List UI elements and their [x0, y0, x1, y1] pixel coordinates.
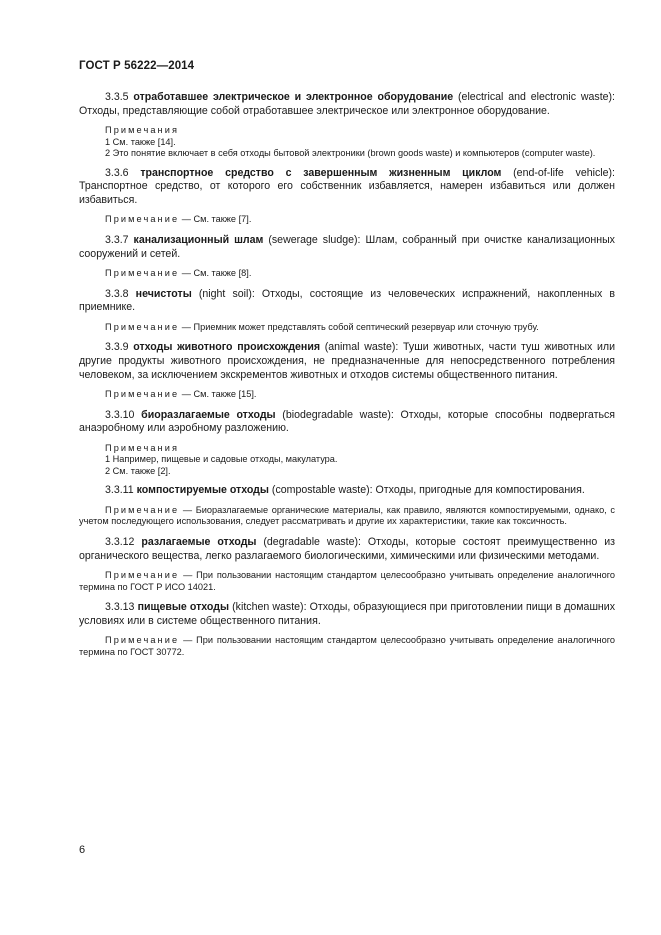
note-item: 2 См. также [2].	[105, 465, 171, 476]
term-3-3-8	[79, 288, 615, 315]
term-definition: (end-of-life vehicle): Транспортное средство, от которого его собственник избавляется, намерен избавиться или должен избавиться.	[79, 166, 615, 206]
term-name: нечистоты	[135, 287, 192, 300]
term-number: 3.3.9	[105, 341, 129, 354]
term-definition: (animal waste): Туши животных, части туш животных или другие продукты животного происхождения, не предназначенные для непосредственного потребления человеком, за исключением экскрементов животных и отходов системы общественного питания.	[79, 341, 615, 381]
term-number: 3.3.5	[105, 91, 129, 103]
notes-3-3-10	[79, 443, 615, 478]
note-label: Примечание	[105, 504, 180, 515]
term-3-3-13	[79, 601, 615, 628]
term-definition: (kitchen waste): Отходы, образующиеся при приготовлении пищи в домашних условиях или в системе общественного питания.	[79, 601, 616, 627]
note-dash: —	[183, 570, 193, 581]
term-number: 3.3.13	[105, 601, 135, 614]
term-name: пищевые отходы	[137, 601, 230, 614]
note-dash: —	[181, 214, 191, 225]
notes-label: Примечания	[105, 442, 180, 453]
note-text: См. также [7].	[193, 214, 252, 225]
term-number: 3.3.7	[105, 233, 129, 246]
note-item: 2 Это понятие включает в себя отходы бытовой электроники (brown goods waste) и компьютеров (computer waste).	[105, 148, 596, 159]
note-text: Приемник может представлять собой септический резервуар или сточную трубу.	[193, 321, 539, 332]
document-code-header: ГОСТ Р 56222—2014	[79, 60, 195, 72]
note-label: Примечание	[105, 570, 180, 581]
note-label: Примечание	[105, 321, 180, 332]
note-3-3-8	[79, 322, 615, 334]
page-number: 6	[79, 844, 86, 856]
term-name: биоразлагаемые отходы	[141, 408, 276, 421]
term-3-3-5	[79, 91, 615, 118]
term-number: 3.3.6	[105, 166, 129, 179]
term-name: разлагаемые отходы	[141, 535, 257, 548]
note-3-3-7	[79, 268, 615, 280]
term-number: 3.3.8	[105, 287, 129, 300]
term-3-3-9	[79, 341, 615, 382]
term-3-3-11	[79, 484, 615, 498]
note-3-3-13	[79, 635, 615, 658]
note-label: Примечание	[105, 268, 180, 279]
term-definition: (sewerage sludge): Шлам, собранный при очистке канализационных сооружений и сетей.	[79, 233, 615, 260]
term-definition: (night soil): Отходы, состоящие из человеческих испражнений, накопленных в приемнике.	[79, 287, 615, 314]
note-label: Примечание	[105, 635, 180, 646]
note-text: При пользовании настоящим стандартом целесообразно учитывать определение аналогичного термина по ГОСТ 30772.	[79, 635, 615, 657]
note-3-3-6	[79, 214, 615, 226]
note-text: См. также [8].	[193, 268, 252, 279]
term-definition: (degradable waste): Отходы, которые состоят преимущественно из органического вещества, легко разлагаемого биологическими, химическими или физическими методами.	[79, 535, 615, 562]
note-item: 1 См. также [14].	[105, 136, 176, 147]
term-definition: (biodegradable waste): Отходы, которые способны подвергаться анаэробному или аэробному разложению.	[79, 408, 616, 435]
notes-label: Примечания	[105, 125, 180, 136]
term-number: 3.3.11	[105, 484, 134, 497]
term-3-3-12	[79, 536, 615, 563]
note-dash: —	[182, 504, 193, 515]
note-label: Примечание	[105, 389, 180, 400]
note-dash: —	[181, 268, 191, 279]
note-3-3-12	[79, 570, 615, 593]
note-label: Примечание	[105, 214, 180, 225]
term-3-3-6	[79, 167, 615, 208]
term-definition: (compostable waste): Отходы, пригодные для компостирования.	[271, 484, 585, 497]
term-name: транспортное средство с завершенным жизненным циклом	[140, 166, 502, 179]
term-number: 3.3.12	[105, 535, 135, 548]
term-3-3-10	[79, 409, 615, 436]
note-text: Биоразлагаемые органические материалы, как правило, являются компостируемыми, однако, с учетом последующего использования, следует рассматривать и другие их характеристики, такие как токсичность.	[79, 504, 615, 527]
note-dash: —	[181, 389, 191, 400]
note-text: При пользовании настоящим стандартом целесообразно учитывать определение аналогичного термина по ГОСТ Р ИСО 14021.	[79, 570, 615, 592]
note-dash: —	[181, 321, 191, 332]
term-3-3-7	[79, 234, 615, 261]
term-number: 3.3.10	[105, 408, 135, 421]
note-3-3-11	[79, 505, 615, 528]
term-definition: (electrical and electronic waste): Отходы, представляющие собой отработавшее электрическое или электронное оборудование.	[79, 91, 616, 117]
term-name: компостируемые отходы	[136, 484, 269, 497]
note-3-3-9	[79, 389, 615, 401]
note-item: 1 Например, пищевые и садовые отходы, макулатура.	[105, 454, 338, 465]
term-name: отработавшее электрическое и электронное оборудование	[133, 91, 454, 103]
note-text: См. также [15].	[193, 389, 257, 400]
terms-section	[79, 91, 615, 666]
notes-3-3-5	[79, 125, 615, 160]
term-name: канализационный шлам	[133, 233, 264, 246]
note-dash: —	[183, 635, 193, 646]
term-name: отходы животного происхождения	[133, 341, 321, 354]
